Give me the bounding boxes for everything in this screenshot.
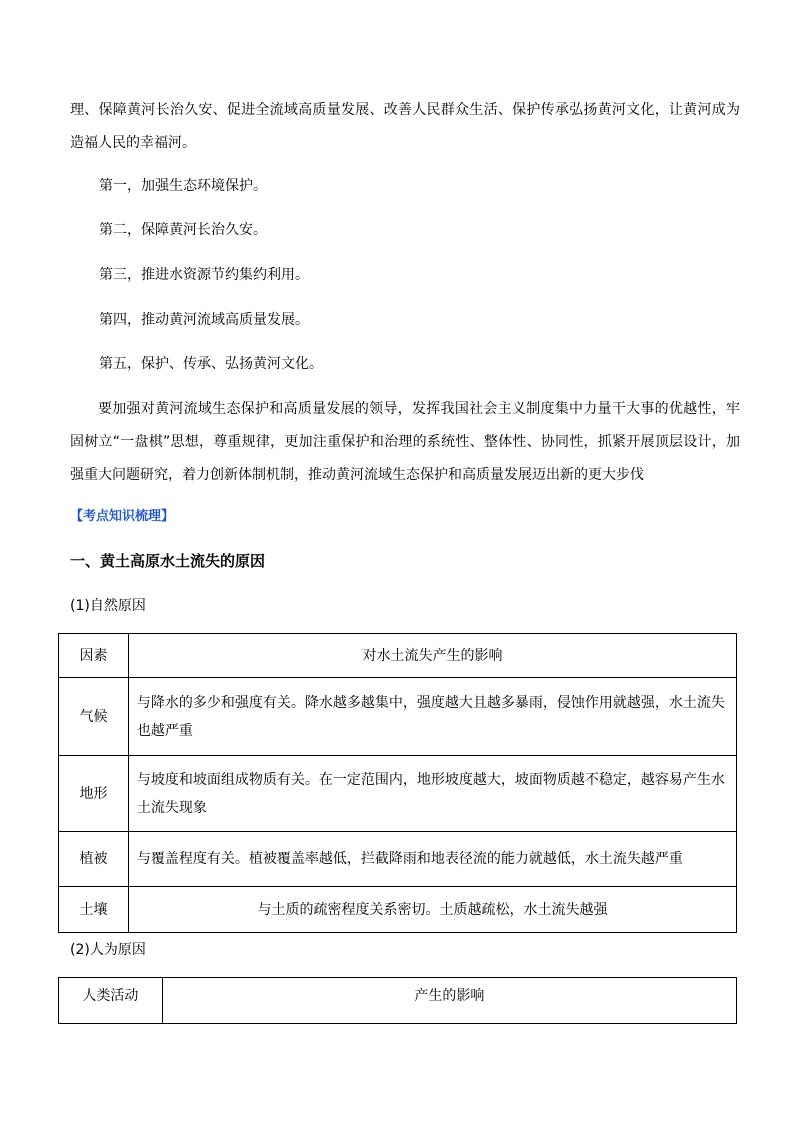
point-3: 第三，推进水资源节约集约利用。 bbox=[99, 267, 309, 283]
effect-cell: 与降水的多少和强度有关。降水越多越集中，强度越大且越多暴雨，侵蚀作用就越强，水土流失也越严重 bbox=[128, 678, 736, 756]
human-causes-table bbox=[58, 977, 737, 1024]
intro-paragraph: 理、保障黄河长治久安、促进全流域高质量发展、改善人民群众生活、保护传承弘扬黄河文化，让黄河成为造福人民的幸福河。 bbox=[70, 102, 740, 151]
effect-cell: 与覆盖程度有关。植被覆盖率越低，拦截降雨和地表径流的能力就越低，水土流失越严重 bbox=[128, 832, 736, 887]
human-causes-title: (2)人为原因 bbox=[70, 942, 146, 958]
point-4: 第四，推动黄河流域高质量发展。 bbox=[99, 312, 309, 328]
point-5: 第五，保护、传承、弘扬黄河文化。 bbox=[99, 356, 323, 372]
header-impact: 产生的影响 bbox=[162, 978, 736, 1024]
factor-cell: 地形 bbox=[59, 756, 129, 832]
effect-cell: 与坡度和坡面组成物质有关。在一定范围内，地形坡度越大，坡面物质越不稳定，越容易产生水土流失现象 bbox=[128, 756, 736, 832]
factor-cell: 土壤 bbox=[59, 887, 129, 933]
section-heading: 一、黄土高原水土流失的原因 bbox=[70, 552, 266, 570]
header-effect: 对水土流失产生的影响 bbox=[128, 634, 736, 678]
natural-causes-table bbox=[58, 633, 737, 933]
header-factor: 因素 bbox=[59, 634, 129, 678]
table-header-row bbox=[59, 634, 737, 678]
table-row bbox=[59, 832, 737, 887]
factor-cell: 气候 bbox=[59, 678, 129, 756]
point-1: 第一，加强生态环境保护。 bbox=[99, 178, 267, 194]
leadership-paragraph: 要加强对黄河流域生态保护和高质量发展的领导，发挥我国社会主义制度集中力量干大事的优越性，牢固树立“一盘棋”思想，尊重规律，更加注重保护和治理的系统性、整体性、协同性，抓紧开展顶层设计，加强重大问题研究，着力创新体制机制，推动黄河流域生态保护和高质量发展迈出新的更大步伐 bbox=[70, 401, 740, 483]
table-header-row bbox=[59, 978, 737, 1024]
point-2: 第二，保障黄河长治久安。 bbox=[99, 222, 267, 238]
section-tag: 【考点知识梳理】 bbox=[70, 509, 175, 524]
natural-causes-title: (1)自然原因 bbox=[70, 598, 146, 614]
table-row bbox=[59, 887, 737, 933]
factor-cell: 植被 bbox=[59, 832, 129, 887]
effect-cell: 与土质的疏密程度关系密切。土质越疏松，水土流失越强 bbox=[128, 887, 736, 933]
table-row bbox=[59, 678, 737, 756]
header-activity: 人类活动 bbox=[59, 978, 163, 1024]
table-row bbox=[59, 756, 737, 832]
